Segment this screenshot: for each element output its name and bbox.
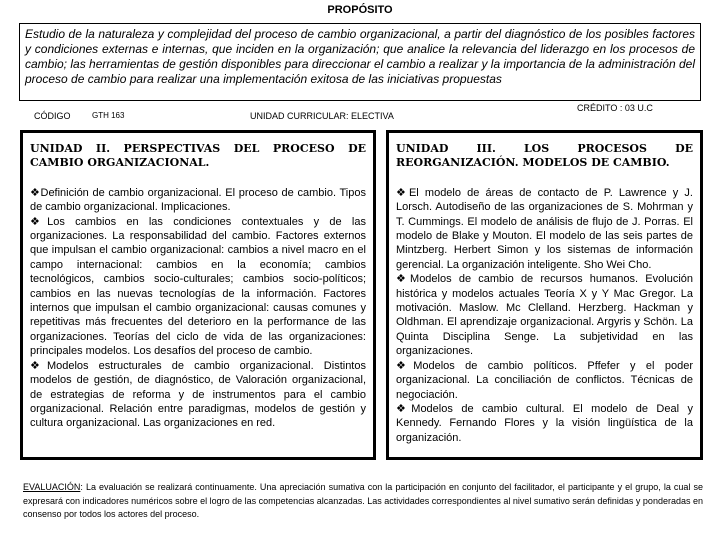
purpose-box: Estudio de la naturaleza y complejidad del proceso de cambio organizacional, a partir del diagnóstico de los posibles factores y condiciones externas e internas, que inciden en la organización; que analice la relevancia del liderazgo en los procesos de cambio; las herramientas de gestión disponibles para direccionar el cambio a realizar y la importancia de la administración del proceso de cambio para realizar una implementación exitosa de las iniciativas propuestas: [19, 23, 701, 101]
unit-two-title: UNIDAD II. PERSPECTIVAS DEL PROCESO DE CAMBIO ORGANIZACIONAL.: [30, 142, 366, 170]
unit-three-item: ❖Modelos de cambio políticos. Pffefer y el poder organizacional. La conciliación de conflictos. Técnicas de negociación.: [396, 359, 693, 401]
diamond-bullet-icon: ❖: [396, 186, 409, 199]
evaluation-label: EVALUACIÓN: [23, 482, 81, 492]
unit-three-item: ❖El modelo de áreas de contacto de P. Lawrence y J. Lorsch. Autodiseño de las organizaciones de S. Mohrman y T. Cummings. El modelo de análisis de flujo de J. Porras. El modelo de Blake y Mouton. El modelo de las seis partes de Mintzberg. Herbert Simon y los sistemas de información gerencial. La organización inteligente. Sho Wei Cho.: [396, 186, 693, 271]
codigo-value: GTH 163: [92, 111, 125, 120]
diamond-bullet-icon: ❖: [30, 186, 41, 199]
unidad-curricular: UNIDAD CURRICULAR: ELECTIVA: [250, 111, 394, 121]
page-title: PROPÓSITO: [327, 4, 393, 16]
codigo-label: CÓDIGO: [34, 111, 71, 121]
unit-two-item: ❖Los cambios en las condiciones contextuales y de las organizaciones. La responsabilidad del cambio. Factores externos que impulsan el cambio organizacional: cambios a nivel macro en el campo internacional: cambios en la economía; cambios tecnológicos, cambios socio-culturales; cambios socio-políticos; cambios en las nuevas tecnologías de la información. Factores internos que impulsan el cambio organizacional: causas comunes y repetitivas más frecuentes del deterioro en la performance de las organizaciones. Teorías del ciclo de vida de las organizaciones: principales modelos. Los desafíos del proceso de cambio.: [30, 215, 366, 358]
unit-two-item: ❖Definición de cambio organizacional. El proceso de cambio. Tipos de cambio organizacional. Implicaciones.: [30, 186, 366, 214]
diamond-bullet-icon: ❖: [30, 359, 47, 372]
unit-three-title: UNIDAD III. LOS PROCESOS DE REORGANIZACIÓN. MODELOS DE CAMBIO.: [396, 142, 693, 170]
diamond-bullet-icon: ❖: [396, 359, 414, 372]
unit-three-column: [386, 130, 703, 460]
credito: CRÉDITO : 03 U.C: [577, 103, 653, 113]
unit-three-item: ❖Modelos de cambio cultural. El modelo de Deal y Kennedy. Fernando Flores y la visión lingüística de la organización.: [396, 402, 693, 444]
unit-three-item: ❖Modelos de cambio de recursos humanos. Evolución histórica y modelos actuales Teoría X y Y Mac Gregor. La motivación. Maslow. Mc Clelland. Herzberg. Hackman y Oldhman. El aprendizaje organizacional. Argyris y Schön. La Quinta Disciplina Senge. La subjetividad en las organizaciones.: [396, 273, 693, 358]
unit-two-column: [20, 130, 376, 460]
diamond-bullet-icon: ❖: [396, 402, 412, 415]
diamond-bullet-icon: ❖: [30, 215, 48, 228]
unit-two-item: ❖Modelos estructurales de cambio organizacional. Distintos modelos de gestión, de diagnóstico, de Valoración organizacional, de estrategias de reforma y de instrumentos para el cambio organizacional. Relación entre paradigmas, modelos de gestión y cultura organizacional. Las organizaciones en red.: [30, 359, 366, 430]
diamond-bullet-icon: ❖: [396, 273, 411, 286]
evaluation-text: EVALUACIÓN: La evaluación se realizará continuamente. Una apreciación sumativa con la participación en conjunto del facilitador, el participante y el grupo, la cual se expresará con indicadores numéricos sobre el logro de las competencias alcanzadas. Las actividades correspondientes al nivel sumativo serán definidas y ponderadas en consenso por todos los actores del proceso.: [23, 482, 703, 519]
